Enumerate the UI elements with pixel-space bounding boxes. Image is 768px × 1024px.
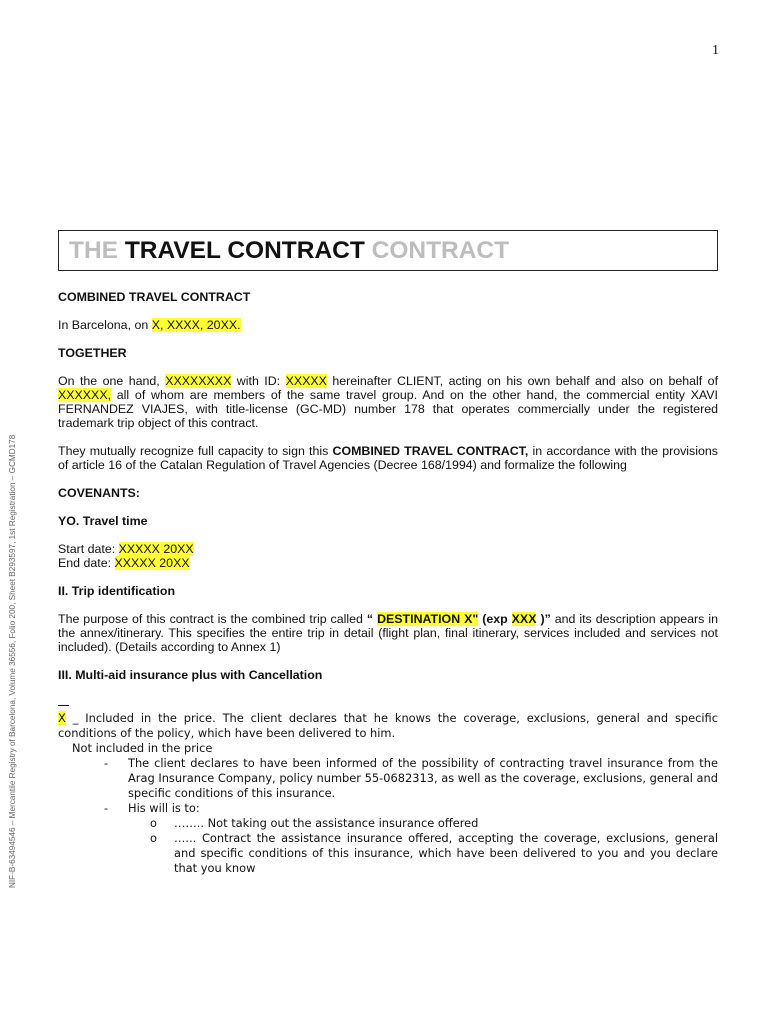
recognize-text-2: in accordance with the provisions of article 16 of the Catalan Regulation of Travel Agencies (Decree 168/1994) and formalize the following (58, 444, 718, 472)
trip-purpose-text-1: The purpose of this contract is the combined trip called (58, 612, 363, 626)
parties-paragraph (58, 374, 718, 430)
place-prefix: In Barcelona, on (58, 318, 149, 332)
exp-label: (exp (482, 612, 508, 626)
start-date-line (58, 542, 718, 556)
title-part-1: THE (69, 237, 118, 264)
start-date-placeholder: XXXXX 20XX (118, 542, 194, 556)
parties-text-1: On the one hand, (58, 374, 160, 388)
exp-number-placeholder: XXX (511, 612, 537, 626)
insurance-option-accept: …... Contract the assistance insurance offered, accepting the coverage, exclusions, general and specific conditions of this insurance, which have been delivered to you and you declare that you know (174, 831, 718, 875)
title-part-2: TRAVEL CONTRACT (124, 237, 365, 264)
destination-placeholder: DESTINATION X" (377, 612, 479, 626)
included-checkmark: X (58, 711, 66, 725)
insurance-option-decline: …….. Not taking out the assistance insurance offered (174, 816, 479, 830)
client-id-placeholder: XXXXX (285, 374, 327, 388)
blank-line-mark (58, 705, 69, 706)
trip-purpose-text-2: and its description appears in the annex/itinerary. This specifies the entire trip in detail (flight plan, final itinerary, services included and services not included). (Details according to Annex 1) (58, 612, 718, 654)
insurance-included-paragraph (58, 711, 718, 741)
recognize-contract-name: COMBINED TRAVEL CONTRACT, (332, 444, 529, 458)
included-text: _ Included in the price. The client declares that he knows the coverage, exclusions, general and specific conditions of the policy, which have been delivered to him. (58, 711, 718, 740)
trip-purpose-paragraph (58, 612, 718, 654)
heading-covenants: COVENANTS: (58, 486, 140, 500)
bullet-dash-1: - (104, 756, 109, 770)
sub-bullet-2: o (150, 831, 157, 845)
end-date-placeholder: XXXXX 20XX (114, 556, 190, 570)
place-date-line (58, 318, 718, 332)
bullet-dash-2: - (104, 801, 109, 815)
recognize-text-1: They mutually recognize full capacity to sign this (58, 444, 329, 458)
insurance-bullet-1: The client declares to have been informed of the possibility of contracting travel insurance from the Arag Insurance Company, policy number 55-0682313, as well as the coverage, exclusions, general and specific conditions of this insurance. (128, 756, 718, 800)
sub-bullet-1: o (150, 816, 157, 830)
registry-side-note: NIF-B-63494546 – Mercantile Registry of Barcelona, Volume 36556, Folio 200, Sheet B293597, 1st Registration – GCMD178 (8, 434, 17, 888)
parties-text-2: with ID: (236, 374, 281, 388)
heading-combined-contract: COMBINED TRAVEL CONTRACT (58, 290, 251, 304)
contract-date-placeholder: X, XXXX, 20XX. (151, 318, 241, 332)
parties-text-4: all of whom are members of the same travel group. And on the other hand, the commercial entity XAVI FERNANDEZ VIAJES, with title-license (GC-MD) number 178 that operates commercially under the registered trademark trip object of this contract. (58, 388, 718, 430)
close-quote: )” (540, 612, 551, 626)
end-date-label: End date: (58, 556, 112, 570)
section-insurance-heading: III. Multi-aid insurance plus with Cancellation (58, 668, 323, 682)
section-trip-identification-heading: II. Trip identification (58, 584, 176, 598)
title-part-3: CONTRACT (371, 237, 510, 264)
end-date-line (58, 556, 718, 570)
client-name-placeholder: XXXXXXXX (165, 374, 232, 388)
recognize-paragraph (58, 444, 718, 472)
heading-together: TOGETHER (58, 346, 127, 360)
document-title (58, 230, 718, 271)
insurance-bullet-2: His will is to: (128, 801, 200, 815)
group-members-placeholder: XXXXXX, (58, 388, 112, 402)
not-included-line: Not included in the price (72, 741, 213, 755)
open-quote: “ (366, 612, 374, 626)
start-date-label: Start date: (58, 542, 116, 556)
section-travel-time-heading: YO. Travel time (58, 514, 148, 528)
parties-text-3: hereinafter CLIENT, acting on his own behalf and also on behalf of (332, 374, 719, 388)
page-number: 1 (712, 43, 719, 58)
